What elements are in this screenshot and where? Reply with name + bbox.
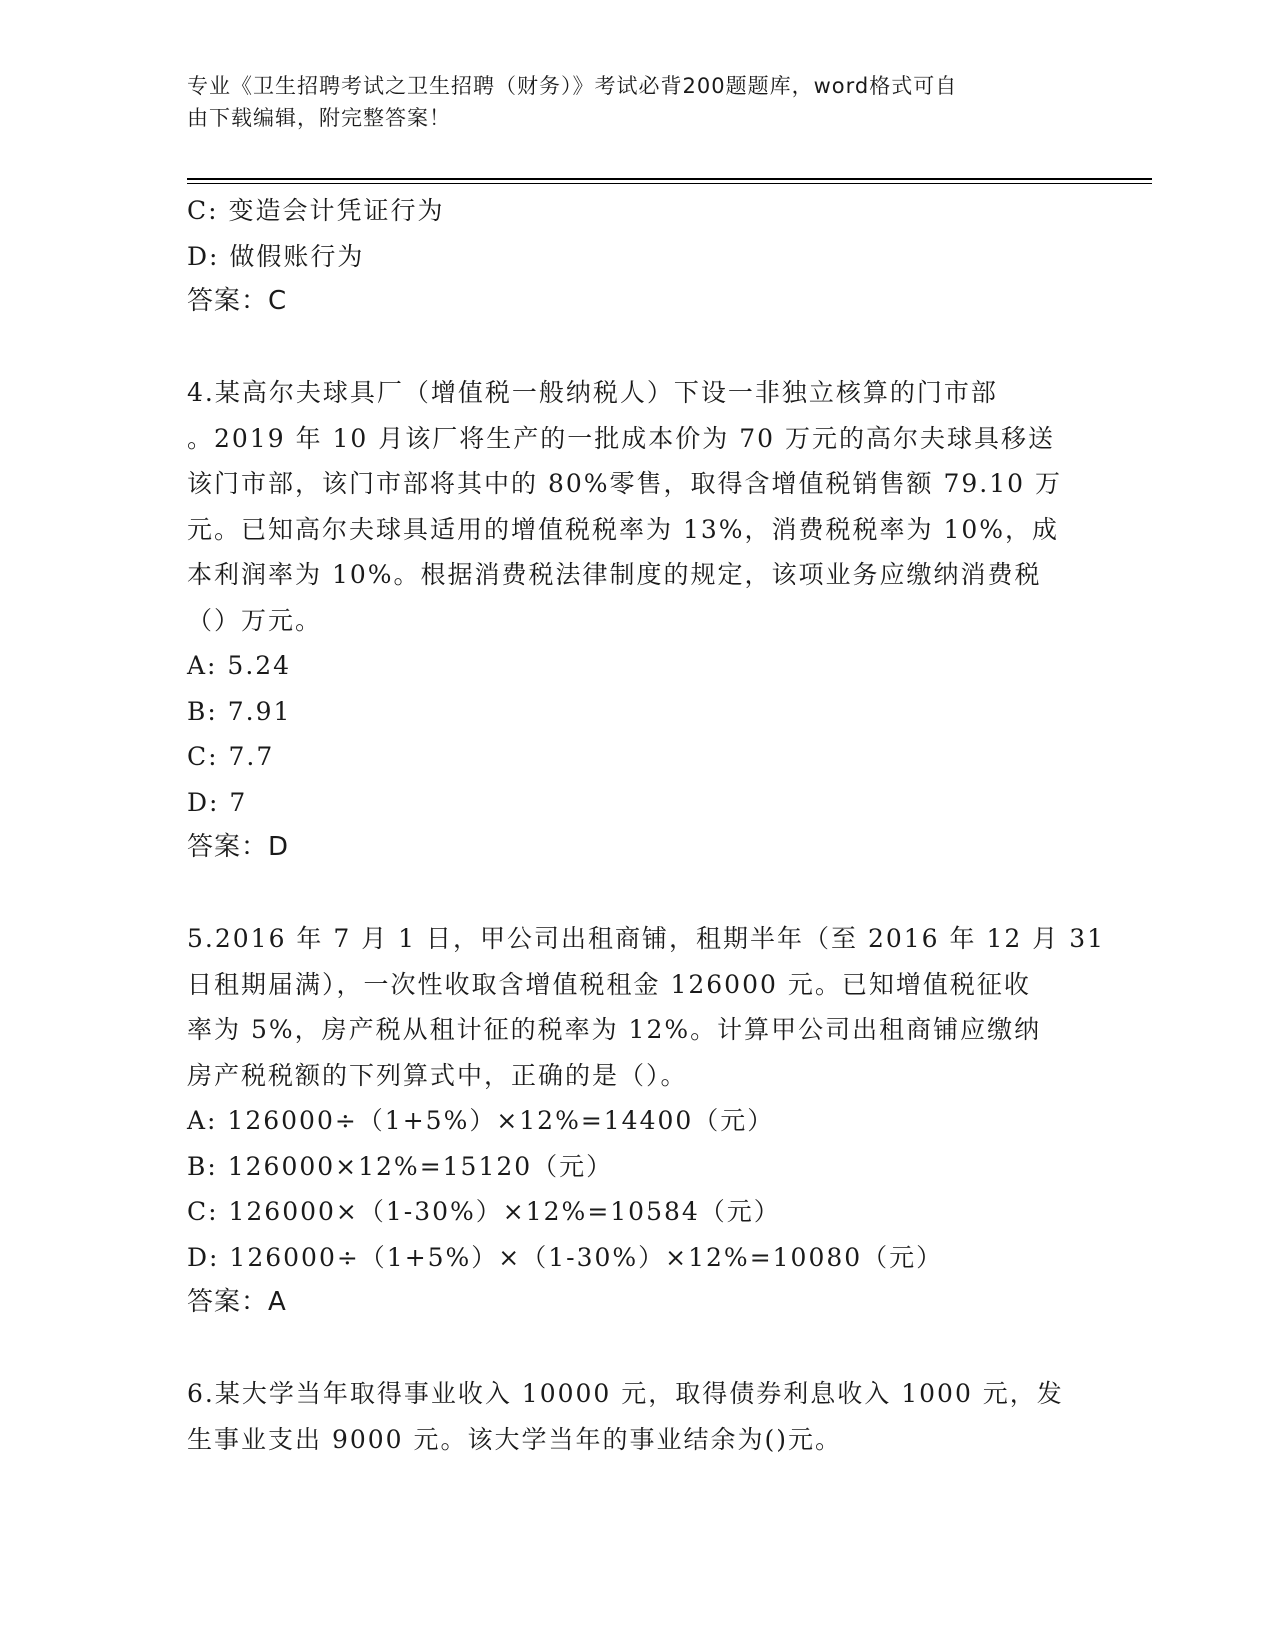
header-line-1: 专业《卫生招聘考试之卫生招聘（财务）》考试必背200题题库，word格式可自 (187, 74, 958, 98)
q5-stem (187, 916, 1106, 1098)
q5-stem-line: 5.2016 年 7 月 1 日，甲公司出租商铺，租期半年（至 2016 年 12 月 31 (187, 924, 1106, 953)
q4-option-b: B: 7.91 (187, 696, 292, 726)
q4-option-a: A: 5.24 (187, 651, 292, 680)
spacer (187, 871, 1087, 917)
q4-option-d: D: 7 (187, 787, 248, 817)
q3-option-d: D: 做假账行为 (187, 241, 365, 271)
document-body (187, 188, 1106, 1462)
spacer (187, 325, 1087, 371)
q6-stem-line: 6.某大学当年取得事业收入 10000 元，取得债券利息收入 1000 元，发 (187, 1379, 1064, 1408)
q3-option-c: C: 变造会计凭证行为 (187, 196, 445, 225)
q5-stem-line: 房产税税额的下列算式中，正确的是（）。 (187, 1060, 688, 1090)
q5-stem-line: 率为 5%，房产税从租计征的税率为 12%。计算甲公司出租商铺应缴纳 (187, 1015, 1042, 1044)
q3-answer: 答案：C (187, 286, 288, 316)
header-line-2: 由下载编辑，附完整答案！ (187, 106, 451, 130)
page-header (187, 70, 1057, 134)
q4-stem-line: 该门市部，该门市部将其中的 80%零售，取得含增值税销售额 79.10 万 (187, 469, 1062, 498)
q4-stem-line: 本利润率为 10%。根据消费税法律制度的规定，该项业务应缴纳消费税 (187, 560, 1042, 589)
q5-stem-line: 日租期届满），一次性收取含增值税租金 126000 元。已知增值税征收 (187, 969, 1031, 999)
q5-answer: 答案：A (187, 1287, 287, 1317)
header-rule-thick (187, 178, 1152, 180)
q6-stem (187, 1371, 1087, 1462)
q5-option-b: B: 126000×12%=15120（元） (187, 1151, 614, 1181)
q5-option-a: A: 126000÷（1+5%）×12%=14400（元） (187, 1106, 775, 1135)
q4-stem-line: 。2019 年 10 月该厂将生产的一批成本价为 70 万元的高尔夫球具移送 (187, 423, 1055, 453)
q5-option-c: C: 126000×（1-30%）×12%=10584（元） (187, 1197, 781, 1226)
q5-option-d: D: 126000÷（1+5%）×（1-30%）×12%=10080（元） (187, 1242, 944, 1272)
header-rule-thin (187, 183, 1152, 184)
q4-answer: 答案：D (187, 832, 290, 862)
q4-stem (187, 370, 1087, 643)
q4-option-c: C: 7.7 (187, 742, 275, 771)
q4-stem-line: 元。已知高尔夫球具适用的增值税税率为 13%，消费税税率为 10%，成 (187, 514, 1060, 544)
q4-stem-line: （）万元。 (187, 605, 323, 635)
q4-stem-line: 4.某高尔夫球具厂（增值税一般纳税人）下设一非独立核算的门市部 (187, 378, 998, 407)
q6-stem-line: 生事业支出 9000 元。该大学当年的事业结余为()元。 (187, 1424, 843, 1454)
spacer (187, 1326, 1087, 1372)
